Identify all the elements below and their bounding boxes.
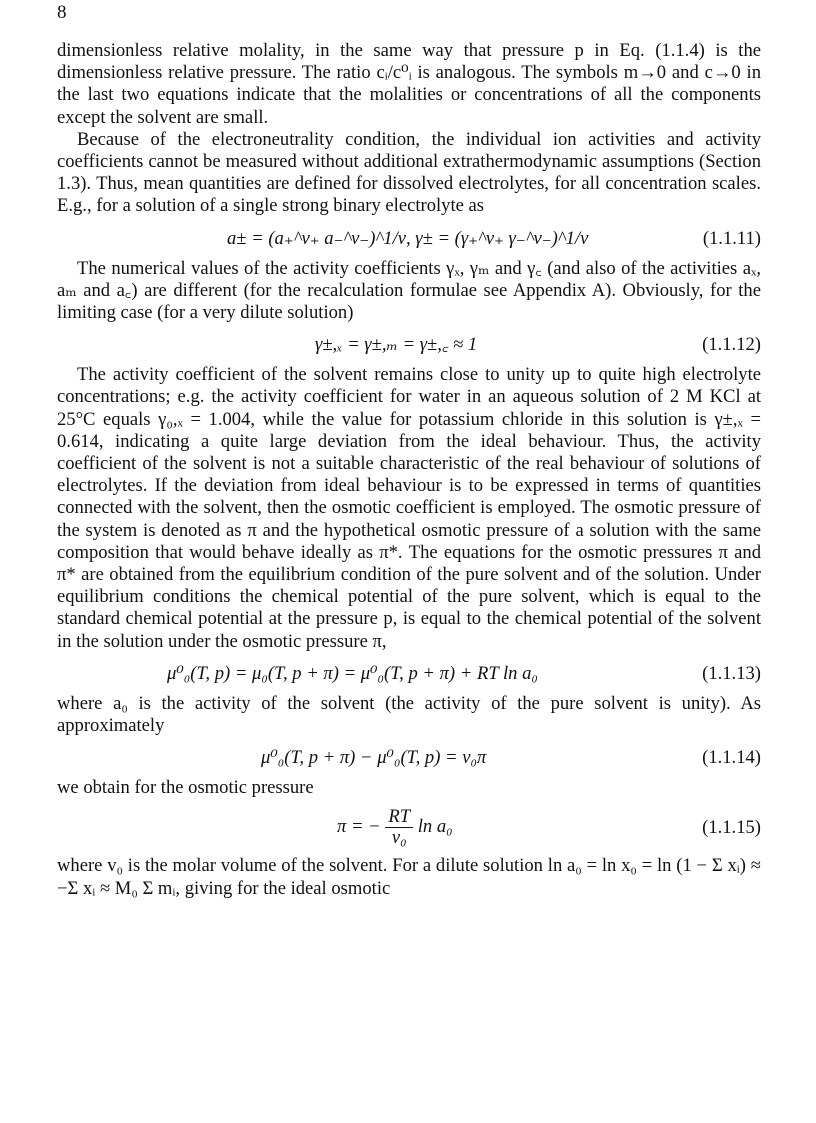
equation-1-1-14 — [57, 739, 761, 775]
equation-1-1-15-numerator: RT — [385, 807, 413, 828]
paragraph-1: dimensionless relative molality, in the same way that pressure p in Eq. (1.1.4) is the dimensionless relative pressure. The ratio cᵢ/c⁰ᵢ is analogous. The symbols m→0 and c→0 in the last two equations indicate that the molalities or concentrations of all the components except the solvent are small. — [57, 40, 761, 128]
page-number: 8 — [57, 2, 67, 23]
equation-1-1-14-number: (1.1.14) — [702, 747, 761, 769]
equation-1-1-13 — [57, 655, 761, 691]
paragraph-5: where a₀ is the activity of the solvent (the activity of the pure solvent is unity). As approximately — [57, 692, 761, 737]
body-text — [57, 40, 761, 900]
paragraph-6: we obtain for the osmotic pressure — [57, 777, 314, 799]
equation-1-1-11-number: (1.1.11) — [702, 227, 761, 249]
paragraph-7: where v₀ is the molar volume of the solvent. For a dilute solution ln a₀ = ln x₀ = ln (1 − Σ xᵢ) ≈ −Σ xᵢ ≈ M₀ Σ mᵢ, giving for the ideal osmotic — [57, 855, 761, 899]
equation-1-1-13-number: (1.1.13) — [702, 662, 761, 684]
equation-1-1-11 — [57, 220, 761, 256]
equation-1-1-12-body: γ±,ₓ = γ±,ₘ = γ±,꜀ ≈ 1 — [315, 334, 478, 356]
equation-1-1-15-rhs: ln a₀ — [417, 816, 453, 838]
paragraph-3: The numerical values of the activity coefficients γₓ, γₘ and γ꜀ (and also of the activities aₓ, aₘ and a꜀) are different (for the recalculation formulae see Appendix A). Obviously, for the limiting case (for a very dilute solution) — [57, 257, 761, 324]
equation-1-1-15-denominator: v₀ — [391, 827, 407, 849]
equation-1-1-12-number: (1.1.12) — [702, 334, 761, 356]
equation-1-1-15-fraction — [385, 807, 413, 848]
equation-1-1-12 — [57, 326, 761, 362]
equation-1-1-15-number: (1.1.15) — [702, 817, 761, 839]
equation-1-1-15-lhs: π = − — [337, 816, 381, 838]
equation-1-1-15-body — [337, 807, 453, 848]
paragraph-4: The activity coefficient of the solvent remains close to unity up to quite high electrolyte concentrations; e.g. the activity coefficient for water in an aqueous solution of 2 M KCl at 25°C equals γ₀,ₓ = 1.004, while the value for potassium chloride in this solution is γ±,ₓ = 0.614, indicating a quite large deviation from the ideal behaviour. Thus, the activity coefficient of the solvent is not a suitable characteristic of the real behaviour of solutions of electrolytes. If the deviation from ideal behaviour is to be expressed in terms of quantities connected with the solvent, then the osmotic coefficient is employed. The osmotic pressure of the system is denoted as π and the hypothetical osmotic pressure of a solution with the same composition that would behave ideally as π*. The equations for the osmotic pressures π and π* are obtained from the equilibrium condition of the pure solvent and of the solution. Under equilibrium conditions the chemical potential of the pure solvent, which is equal to the standard chemical potential at the pressure p, is equal to the chemical potential of the solvent in the solution under the osmotic pressure π, — [57, 364, 761, 652]
paragraph-2: Because of the electroneutrality condition, the individual ion activities and activity coefficients cannot be measured without additional extrathermodynamic assumptions (Section 1.3). Thus, mean quantities are defined for dissolved electrolytes, for all concentration scales. E.g., for a solution of a single strong binary electrolyte as — [57, 128, 761, 217]
equation-1-1-13-body: μ⁰₀(T, p) = μ₀(T, p + π) = μ⁰₀(T, p + π) + RT ln a₀ — [167, 662, 538, 684]
equation-1-1-11-body: a± = (a₊^ν₊ a₋^ν₋)^1/ν, γ± = (γ₊^ν₊ γ₋^ν₋)^1/ν — [227, 227, 589, 249]
equation-1-1-14-body: μ⁰₀(T, p + π) − μ⁰₀(T, p) = v₀π — [261, 747, 487, 769]
equation-1-1-15 — [57, 801, 761, 853]
